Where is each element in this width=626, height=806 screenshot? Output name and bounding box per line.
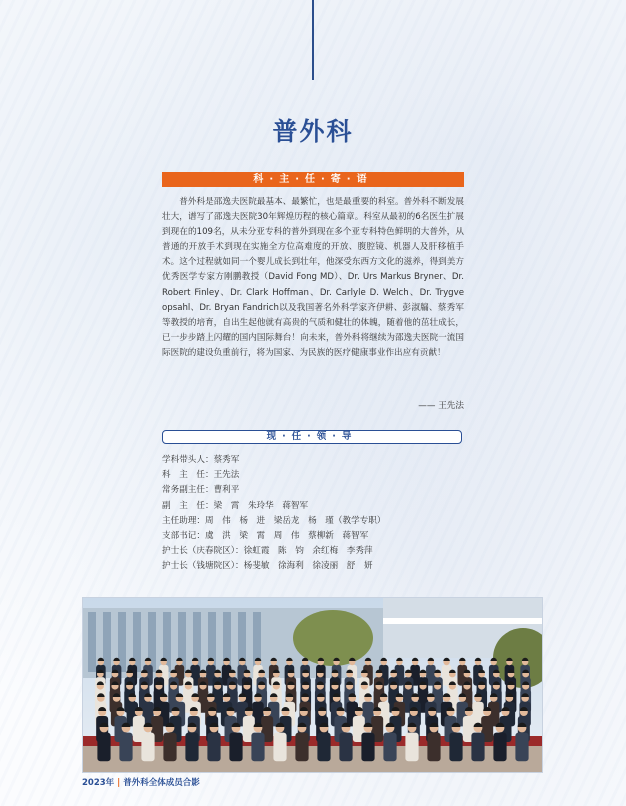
person-body: [163, 733, 176, 762]
leader-row: 支部书记：虞 洪 梁 霄 周 伟 蔡柳新 蒋智军: [162, 530, 369, 541]
person-body: [405, 733, 418, 762]
leader-row: 学科带头人：蔡秀军: [162, 455, 240, 465]
person-body: [251, 733, 264, 762]
person-body: [207, 733, 220, 762]
caption-text: 普外科全体成员合影: [123, 778, 200, 788]
page-title: 普外科: [272, 117, 354, 146]
person-body: [383, 733, 396, 762]
person-body: [427, 733, 440, 762]
person-body: [361, 733, 374, 762]
person-body: [273, 733, 286, 762]
leaders-list: [162, 453, 385, 575]
leader-row: 副 主 任：梁 霄 朱玲华 蒋智军: [162, 500, 309, 511]
person-body: [97, 733, 110, 762]
person-body: [515, 733, 528, 762]
person-body: [471, 733, 484, 762]
person-body: [295, 733, 308, 762]
person-body: [493, 733, 506, 762]
message-paragraph: 普外科是邵逸夫医院最基本、最繁忙，也是最重要的科室。普外科不断发展壮大，谱写了邵逸夫医院30年辉煌历程的核心篇章。科室从最初的6名医生扩展到现在的109名，从未分亚专科的普外到现在多个亚专科特色鲜明的大普外，从普通的开放手术到现在实施全方位高难度的开放、腹腔镜、机器人及肝移植手术。这个过程就如同一个婴儿成长到壮年，他深受东西方文化的滋养，得到美方优秀医学专家方刚鹏教授（David Fong MD）、Dr. Urs Markus Bryner、Dr. Robert Finley、Dr. Clark Hoffman、Dr. Carlyle D. Welch、Dr. Trygve opsahl、Dr. Bryan Fandrich以及我国著名外科学家齐伊耕、彭淑牖、蔡秀军等教授的培育，自出生起他就有高贵的气质和健壮的体魄，随着他的茁壮成长，已一步步踏上闪耀的国内国际舞台！向未来，普外科将继续为邵逸夫医院一流国际医院的建设负重前行，将为国家、为民族的医疗健康事业作出应有贡献！: [162, 197, 464, 358]
caption-separator: |: [117, 778, 121, 788]
person-body: [339, 733, 352, 762]
photo-caption: [82, 776, 200, 788]
message-signature: —— 王先法: [418, 401, 464, 411]
leader-row: 护士长（钱塘院区）：杨斐敏 徐海利 徐凌丽 舒 妍: [162, 561, 373, 572]
person-body: [229, 733, 242, 762]
person-body: [449, 733, 462, 762]
person-body: [141, 733, 154, 762]
top-vertical-line: [312, 0, 314, 80]
leader-row: 科 主 任：王先法: [162, 470, 240, 481]
group-photo: [82, 597, 543, 773]
message-section-heading: 科·主·任·寄·语: [162, 172, 464, 187]
leader-row: 主任助理：周 伟 杨 进 梁岳龙 杨 瑾（教学专职）: [162, 515, 386, 526]
person-body: [185, 733, 198, 762]
leaders-section-heading: 现·任·领·导: [162, 430, 462, 444]
person-body: [119, 733, 132, 762]
caption-year: 2023年: [82, 778, 115, 788]
director-message: [162, 195, 464, 361]
leader-row: 常务副主任：曹利平: [162, 485, 240, 496]
leader-row: 护士长（庆春院区）：徐虹霞 陈 钧 余红梅 李秀萍: [162, 546, 373, 557]
person-body: [317, 733, 330, 762]
